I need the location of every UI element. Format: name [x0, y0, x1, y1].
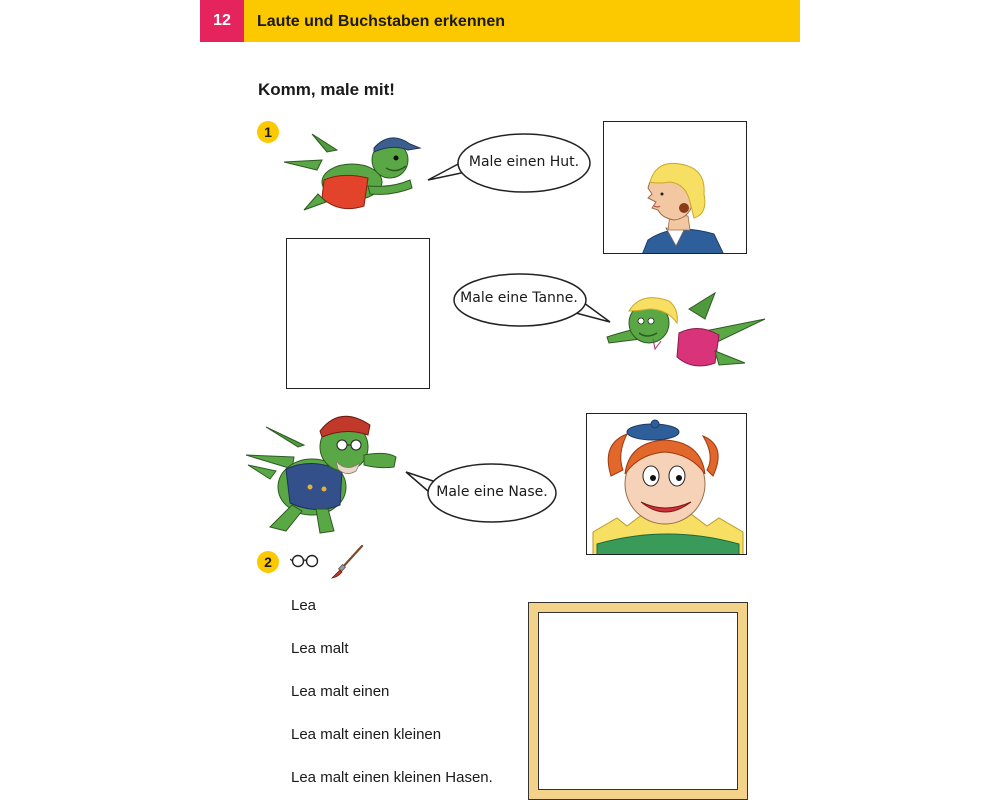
drawing-frame-outer — [528, 602, 748, 800]
paintbrush-icon — [330, 544, 366, 585]
exercise-number-2: 2 — [257, 551, 279, 573]
picture-frame-woman — [603, 121, 747, 254]
page-number: 12 — [200, 0, 244, 42]
glasses-icon — [290, 553, 320, 574]
speech-bubble-text: Male einen Hut. — [468, 154, 580, 170]
sentence-line-3: Lea malt einen — [291, 683, 390, 700]
speech-bubble-tanne — [452, 272, 612, 330]
picture-frame-clown — [586, 413, 747, 555]
speech-bubble-text: Male eine Tanne. — [460, 290, 578, 306]
speech-bubble-nase — [406, 462, 558, 524]
dragon-girl-illustration — [605, 283, 770, 378]
empty-drawing-frame-tanne[interactable] — [286, 238, 430, 389]
drawing-area[interactable] — [538, 612, 738, 790]
exercise-number-1: 1 — [257, 121, 279, 143]
dragon-boy-cap-illustration — [282, 122, 432, 227]
sentence-line-2: Lea malt — [291, 640, 349, 657]
speech-bubble-hut — [426, 132, 592, 194]
sentence-line-1: Lea — [291, 597, 317, 614]
dragon-red-hat-illustration — [246, 405, 406, 545]
header-band — [200, 0, 800, 42]
sentence-line-5: Lea malt einen kleinen Hasen. — [291, 769, 493, 786]
speech-bubble-text: Male eine Nase. — [436, 484, 548, 500]
workbook-page — [200, 0, 800, 800]
section-title: Komm, male mit! — [258, 80, 395, 99]
sentence-line-4: Lea malt einen kleinen — [291, 726, 442, 743]
chapter-title: Laute und Buchstaben erkennen — [257, 13, 506, 30]
